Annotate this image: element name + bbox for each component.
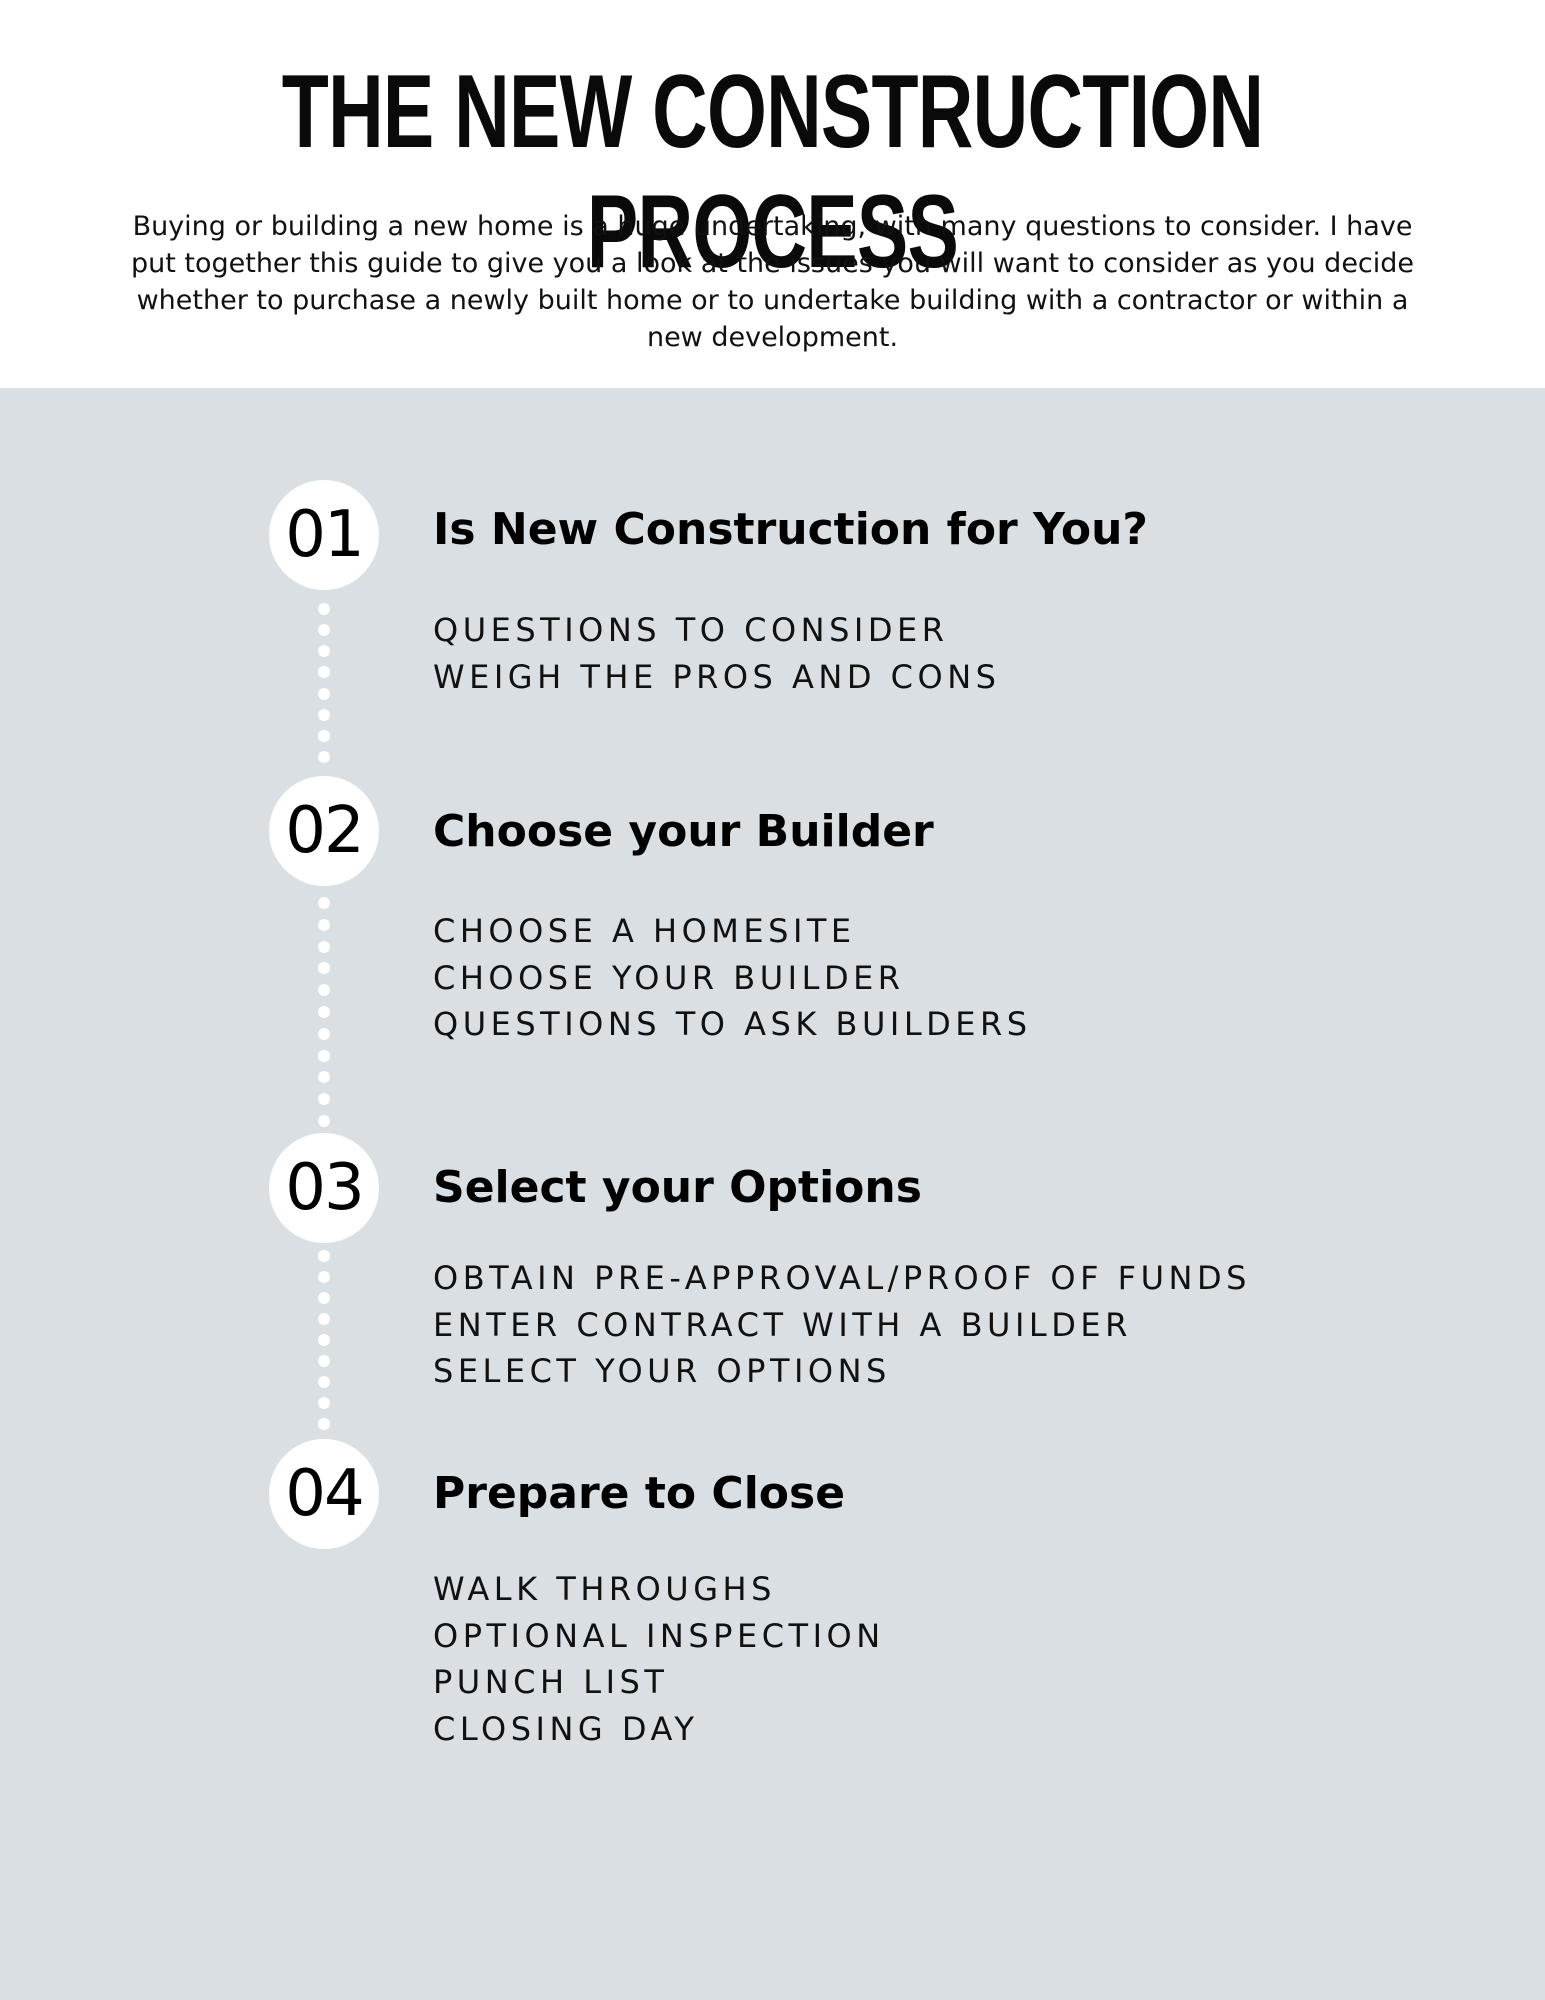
step-item: QUESTIONS TO ASK BUILDERS [433, 1005, 1032, 1043]
connector-dot [318, 1292, 330, 1304]
connector-dot [318, 984, 330, 996]
connector-dot [318, 645, 330, 657]
step-item: PUNCH LIST [433, 1663, 669, 1701]
page-title: THE NEW CONSTRUCTION PROCESS [281, 54, 1264, 290]
connector-dot [318, 603, 330, 615]
step-item: WEIGH THE PROS AND CONS [433, 657, 1001, 696]
connector-dot [318, 709, 330, 721]
connector-dots [318, 603, 330, 763]
step-title: Choose your Builder [433, 806, 934, 857]
connector-dot [318, 941, 330, 953]
connector-dot [318, 688, 330, 700]
connector-dot [318, 1418, 330, 1430]
step-item: CHOOSE A HOMESITE [433, 912, 856, 950]
connector-dot [318, 1093, 330, 1105]
connector-dot [318, 666, 330, 678]
connector-dot [318, 1006, 330, 1018]
step-item: ENTER CONTRACT WITH A BUILDER [433, 1305, 1132, 1344]
connector-dot [318, 751, 330, 763]
connector-dot [318, 1334, 330, 1346]
step-item: WALK THROUGHS [433, 1570, 776, 1608]
connector-dot [318, 897, 330, 909]
step-items [433, 908, 1032, 1048]
connector-dot [318, 1250, 330, 1262]
connector-dot [318, 1050, 330, 1062]
connector-dot [318, 1355, 330, 1367]
connector-dot [318, 1397, 330, 1409]
step-items [433, 1255, 1251, 1395]
connector-dot [318, 624, 330, 636]
step-items [433, 1566, 885, 1752]
step-item: OBTAIN PRE-APPROVAL/PROOF OF FUNDS [433, 1259, 1251, 1297]
step-items [433, 607, 1000, 700]
step-title: Prepare to Close [433, 1468, 846, 1519]
connector-dot [318, 1028, 330, 1040]
step-item: CHOOSE YOUR BUILDER [433, 958, 905, 997]
connector-dot [318, 1071, 330, 1083]
step-item: QUESTIONS TO CONSIDER [433, 611, 949, 649]
header [0, 0, 1545, 388]
step-number-circle: 04 [269, 1439, 379, 1549]
step-item: CLOSING DAY [433, 1709, 699, 1748]
connector-dot [318, 1271, 330, 1283]
connector-dots [318, 897, 330, 1127]
step-title: Is New Construction for You? [433, 504, 1148, 555]
connector-dot [318, 919, 330, 931]
step-number-circle: 02 [269, 776, 379, 886]
step-number-circle: 01 [269, 480, 379, 590]
step-number-circle: 03 [269, 1133, 379, 1243]
connector-dot [318, 1115, 330, 1127]
step-item: OPTIONAL INSPECTION [433, 1616, 885, 1655]
connector-dots [318, 1250, 330, 1430]
intro-paragraph: Buying or building a new home is a huge undertaking, with many questions to consider. I have put together this guide to give you a look at the issues you will want to consider as you decide whether to purchase a newly built home or to undertake building with a contractor or within a new development. [130, 211, 1415, 353]
connector-dot [318, 1313, 330, 1325]
step-item: SELECT YOUR OPTIONS [433, 1352, 891, 1390]
step-title: Select your Options [433, 1162, 922, 1213]
connector-dot [318, 1376, 330, 1388]
connector-dot [318, 730, 330, 742]
connector-dot [318, 962, 330, 974]
